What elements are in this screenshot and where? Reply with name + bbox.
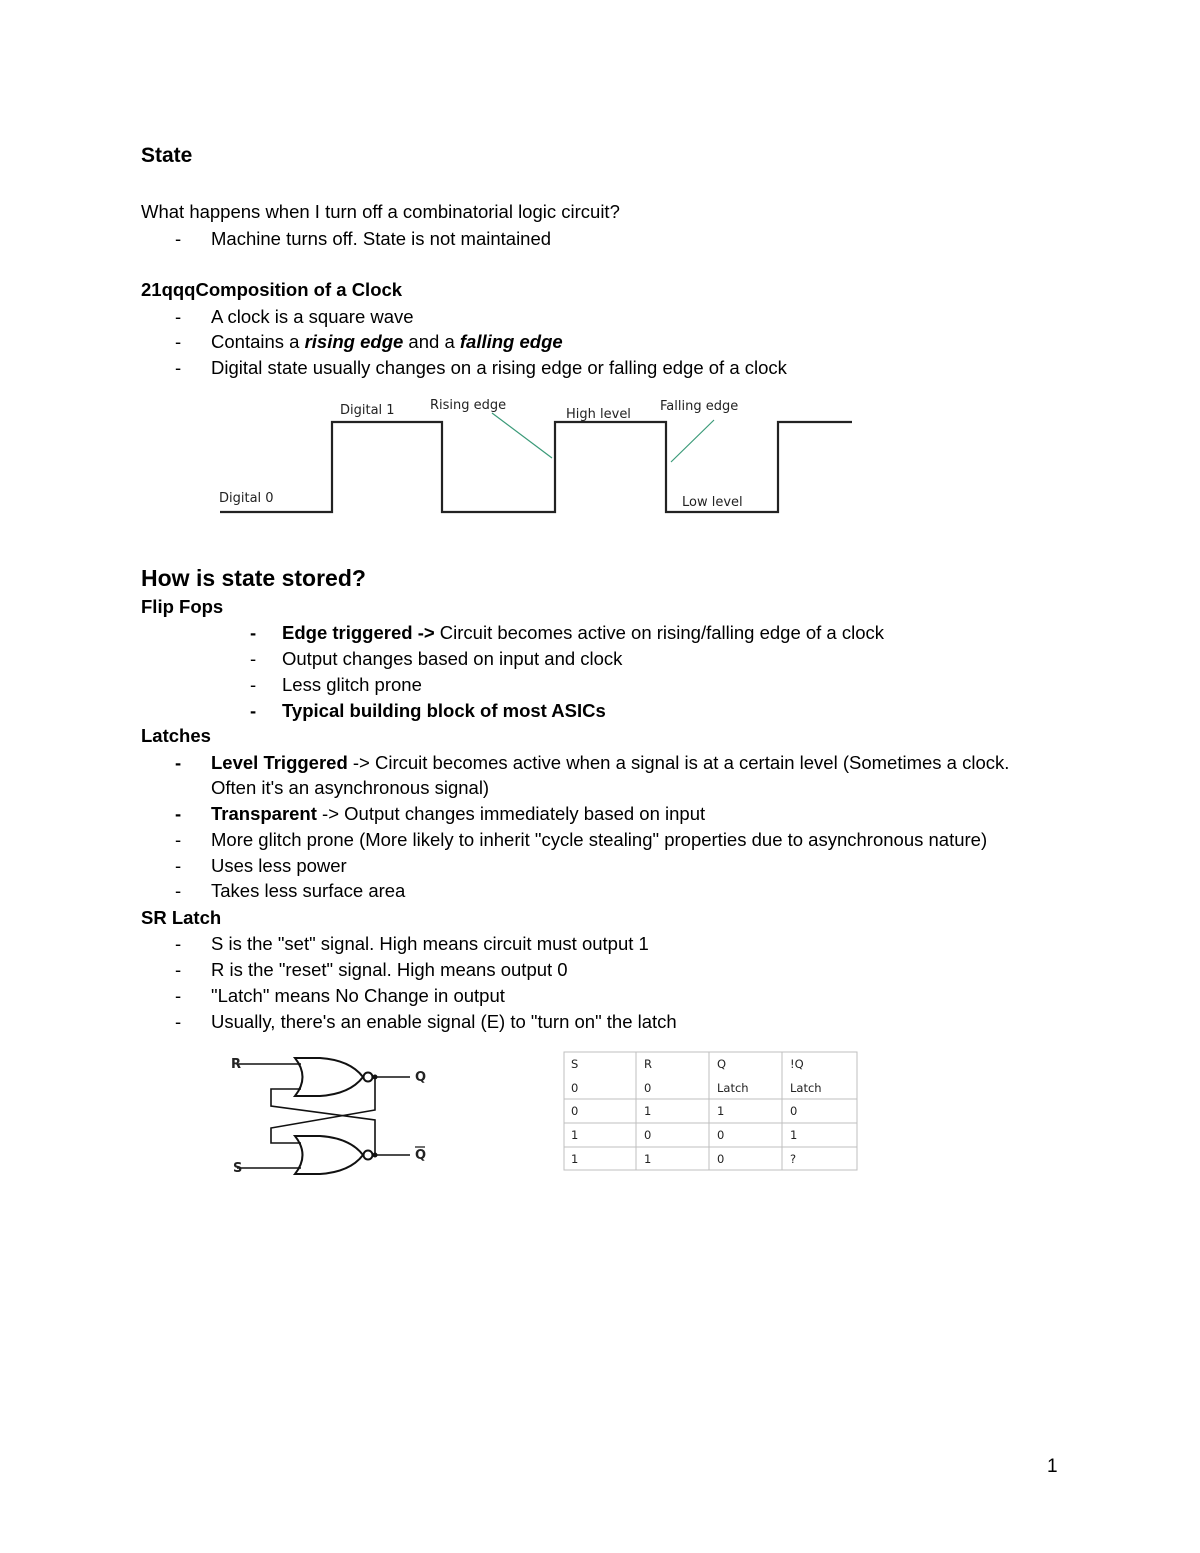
sr-bullet-4: Usually, there's an enable signal (E) to "turn on" the latch (211, 1011, 677, 1032)
bullet-dash: - (175, 855, 182, 876)
flipflops-heading: Flip Fops (141, 596, 224, 617)
table-cell: 0 (717, 1152, 725, 1166)
bullet-dash: - (175, 829, 182, 850)
upper-nor-gate (295, 1058, 373, 1096)
table-cell: 1 (571, 1128, 579, 1142)
label-digital-0: Digital 0 (219, 491, 274, 506)
bullet-dash: - (250, 648, 257, 669)
edge-triggered-term: Edge triggered -> (282, 622, 435, 643)
bullet-dash: - (175, 228, 182, 249)
clock-heading: 21qqqComposition of a Clock (141, 279, 403, 300)
label-digital-1: Digital 1 (340, 403, 395, 418)
table-header-cell: Q (717, 1057, 727, 1071)
table-cell: ? (790, 1152, 797, 1166)
label-rising-edge: Rising edge (430, 398, 507, 413)
input-r-label: R (231, 1057, 242, 1072)
sr-latch-heading: SR Latch (141, 907, 222, 928)
table-cell: 1 (571, 1152, 579, 1166)
latch-bullet-4: Uses less power (211, 855, 347, 876)
table-header-cell: S (571, 1057, 579, 1071)
table-cell: 1 (790, 1128, 798, 1142)
bullet-dash: - (175, 1011, 182, 1032)
label-high-level: High level (566, 407, 631, 422)
table-cell: 1 (644, 1104, 652, 1118)
clock-bullet-3: Digital state usually changes on a rising edge or falling edge of a clock (211, 357, 787, 378)
bullet-dot: - (250, 622, 257, 643)
bullet-dash: - (175, 985, 182, 1006)
table-header-cell: !Q (790, 1057, 804, 1071)
flipflop-bullet-2: Output changes based on input and clock (282, 648, 623, 669)
flipflop-bullet-1 (282, 622, 884, 644)
label-falling-edge: Falling edge (660, 399, 739, 414)
bullet-dash: - (250, 674, 257, 695)
input-s-label: S (233, 1161, 243, 1176)
text-run: Circuit becomes active on rising/falling edge of a clock (434, 622, 885, 643)
junction-dot (373, 1075, 378, 1080)
bullet-dash: - (175, 357, 182, 378)
falling-edge-term: falling edge (459, 331, 563, 352)
rising-edge-term: rising edge (304, 331, 404, 352)
bullet-dot: - (175, 803, 182, 824)
page-number: 1 (1047, 1456, 1058, 1477)
section-heading-state: State (141, 144, 193, 167)
bullet-dash: - (175, 959, 182, 980)
bullet-dot: - (175, 752, 182, 773)
square-wave (220, 422, 852, 512)
bullet-dash: - (175, 331, 182, 352)
clock-waveform-diagram (210, 392, 860, 522)
bullet-dash: - (175, 933, 182, 954)
latch-bullet-2 (211, 803, 705, 825)
latches-heading: Latches (141, 725, 211, 746)
sr-truth-table (563, 1051, 859, 1173)
output-q-label: Q (415, 1070, 427, 1085)
table-cell: 0 (717, 1128, 725, 1142)
latch-bullet-1-continued: Often it's an asynchronous signal) (211, 777, 490, 798)
table-cell: 0 (644, 1081, 652, 1095)
table-cell: Latch (717, 1081, 749, 1095)
table-cell: 0 (571, 1081, 579, 1095)
table-cell: 0 (790, 1104, 798, 1118)
flipflop-bullet-3: Less glitch prone (282, 674, 422, 695)
circuit-wires (237, 1064, 410, 1168)
text-run: and a (403, 331, 460, 352)
rising-edge-pointer (492, 413, 552, 458)
bullet-dash: - (175, 306, 182, 327)
table-header-cell: R (644, 1057, 652, 1071)
sr-bullet-3: "Latch" means No Change in output (211, 985, 505, 1006)
transparent-term: Transparent (211, 803, 317, 824)
section-heading-storage: How is state stored? (141, 565, 366, 591)
table-cell: 0 (644, 1128, 652, 1142)
text-run: Contains a (211, 331, 305, 352)
falling-edge-pointer (671, 420, 714, 462)
bullet-dot: - (250, 700, 257, 721)
latch-bullet-3: More glitch prone (More likely to inherit "cycle stealing" properties due to asynchronous nature) (211, 829, 988, 850)
clock-bullet-2 (211, 331, 563, 353)
text-run: -> Circuit becomes active when a signal is at a certain level (Sometimes a clock. (347, 752, 1010, 773)
table-cell: Latch (790, 1081, 822, 1095)
table-cell: 1 (644, 1152, 652, 1166)
table-cell: 0 (571, 1104, 579, 1118)
lower-nor-gate (295, 1136, 373, 1174)
junction-dot (373, 1153, 378, 1158)
output-qbar-label: Q (415, 1148, 427, 1163)
clock-bullet-1: A clock is a square wave (211, 306, 414, 327)
label-low-level: Low level (682, 495, 743, 510)
sr-bullet-2: R is the "reset" signal. High means output 0 (211, 959, 568, 980)
sr-bullet-1: S is the "set" signal. High means circuit must output 1 (211, 933, 649, 954)
level-triggered-term: Level Triggered (211, 752, 348, 773)
bullet-dash: - (175, 880, 182, 901)
text-run: -> Output changes immediately based on input (316, 803, 706, 824)
flipflop-bullet-4: Typical building block of most ASICs (282, 700, 606, 721)
answer-text: Machine turns off. State is not maintained (211, 228, 552, 249)
question-text: What happens when I turn off a combinatorial logic circuit? (141, 201, 620, 222)
latch-bullet-5: Takes less surface area (211, 880, 406, 901)
latch-bullet-1 (211, 752, 1009, 774)
sr-latch-circuit-diagram (225, 1048, 440, 1178)
table-cell: 1 (717, 1104, 725, 1118)
